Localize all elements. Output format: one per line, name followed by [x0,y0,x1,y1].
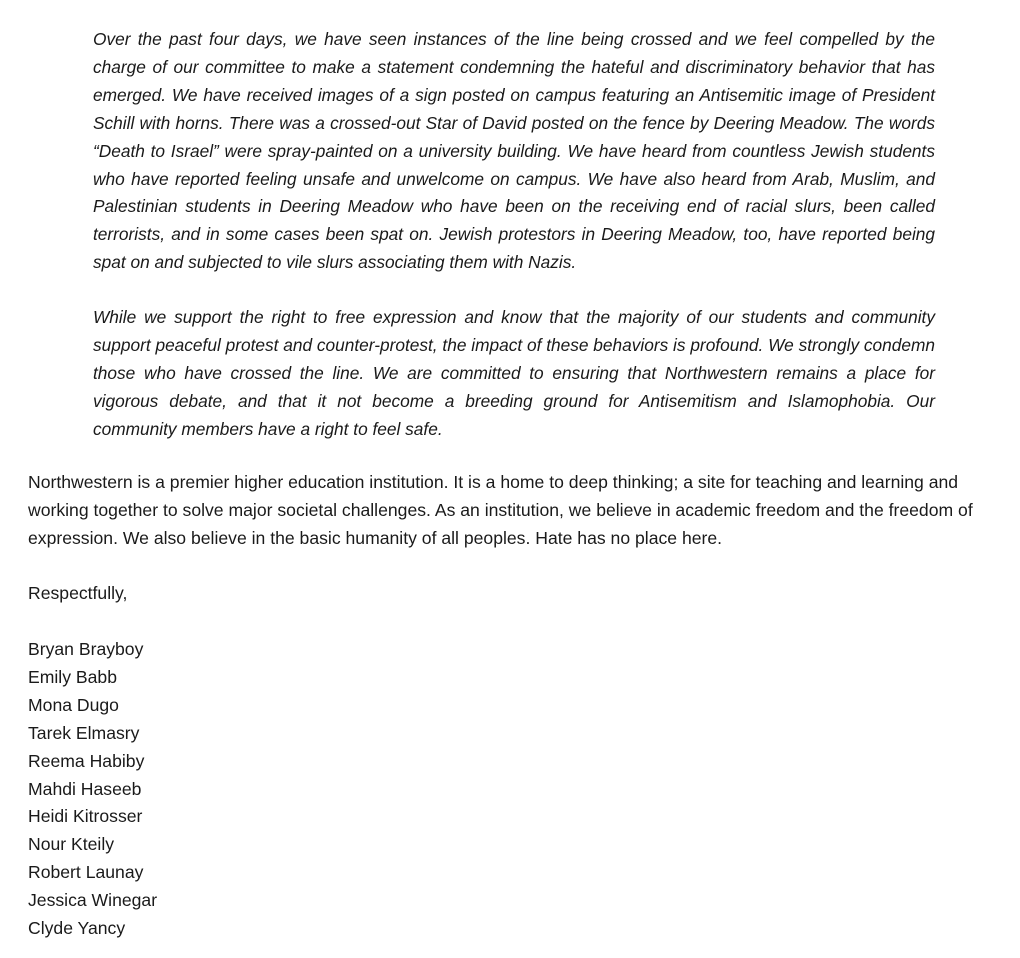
signatory-name: Robert Launay [28,862,144,883]
main-paragraph: Northwestern is a premier higher education institution. It is a home to deep thinking; a site for teaching and learning and working together to solve major societal challenges. As an institution, we believe in academic freedom and the freedom of expression. We also believe in the basic humanity of all peoples. Hate has no place here. [28,472,973,548]
signatory-name: Jessica Winegar [28,890,158,911]
signatory-name: Emily Babb [28,666,117,687]
signatory-name: Nour Kteily [28,834,115,855]
signatory-name: Reema Habiby [28,750,145,771]
quoted-paragraph-1: Over the past four days, we have seen instances of the line being crossed and we feel compelled by the charge of our committee to make a statement condemning the hateful and discriminatory behavior that has emerged. We have received images of a sign posted on campus featuring an Antisemitic image of President Schill with horns. There was a crossed-out Star of David posted on the fence by Deering Meadow. The words “Death to Israel” were spray-painted on a university building. We have heard from countless Jewish students who have reported feeling unsafe and unwelcome on campus. We have also heard from Arab, Muslim, and Palestinian students in Deering Meadow who have been on the receiving end of racial slurs, been called terrorists, and in some cases been spat on. Jewish protestors in Deering Meadow, too, have reported being spat on and subjected to vile slurs associating them with Nazis. [93,29,935,273]
signatory-name: Mahdi Haseeb [28,778,142,799]
closing-salutation: Respectfully, [28,583,128,603]
signatory-name: Tarek Elmasry [28,722,140,743]
signatory-name: Bryan Brayboy [28,639,144,659]
signatory-list [28,636,157,943]
signatory-name: Mona Dugo [28,694,119,715]
quoted-paragraph-2: While we support the right to free expression and know that the majority of our students and community support peaceful protest and counter-protest, the impact of these behaviors is profound. We strongly condemn those who have crossed the line. We are committed to ensuring that Northwestern remains a place for vigorous debate, and that it not become a breeding ground for Antisemitism and Islamophobia. Our community members have a right to feel safe. [93,307,935,439]
signatory-name: Clyde Yancy [28,918,126,939]
signatory-name: Heidi Kitrosser [28,806,143,827]
